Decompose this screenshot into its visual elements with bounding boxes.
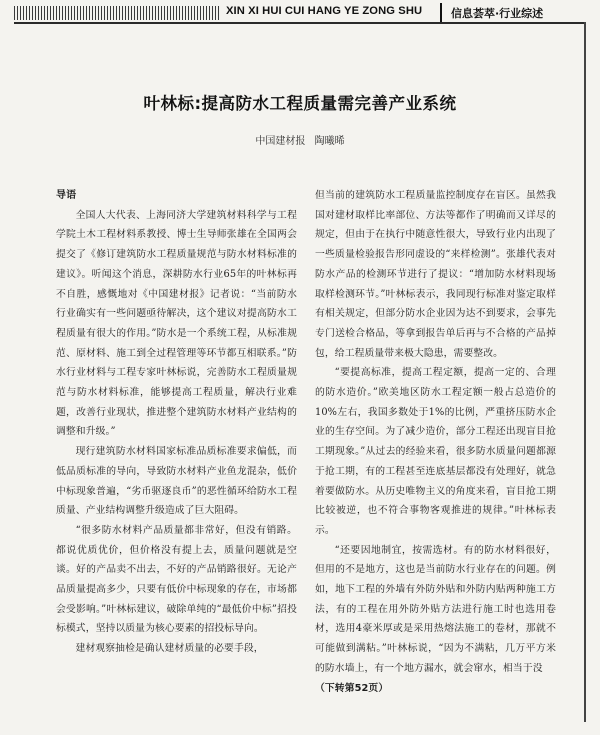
paragraph: 建材观察抽检是确认建材质量的必要手段， — [75, 643, 264, 655]
left-column — [56, 186, 297, 659]
right-column — [315, 186, 556, 698]
header-stripe-decoration — [14, 6, 220, 20]
section-label: 信息荟萃·行业综述 — [451, 7, 544, 20]
intro-heading: 导语 — [56, 190, 77, 201]
paragraph: “要提高标准，提高工程定额，提高一定的、合理的防水造价。”欧美地区防水工程定额一般占总造价的10%左右，我国多数处于1%的比例，严重挤压防水企业的生存空间。为了减少造价，部分工程还出现盲目抢工期现象。”从过去的经验来看，很多防水质量问题都源于抢工期，有的工程甚至连底基层都没有处理好，就急着要做防水。从历史唯物主义的角度来看，盲目抢工期比较被逆，也不符合事物客观推进的规律。”叶林标表示。 — [315, 367, 556, 536]
journal-name-header: XIN XI HUI CUI HANG YE ZONG SHU — [226, 5, 423, 17]
right-margin-rule — [584, 22, 586, 722]
continuation-note: （下转第52页） — [315, 682, 389, 694]
paragraph: 现行建筑防水材料国家标准品质标准要求偏低，而低品质标准的导向，导致防水材料产业鱼龙混杂，低价中标现象普遍，“劣币驱逐良币”的恶性循环给防水工程质量、产业结构调整升级造成了巨大阻碍。 — [56, 446, 297, 517]
paragraph: 但当前的建筑防水工程质量监控制度存在盲区。虽然我国对建材取样比率部位、方法等都作了明确而又详尽的规定，但由于在执行中随意性很大，导致行业内出现了一些质量检验报告形同虚设的“来样检测”。张雄代表对防水产品的检测环节进行了提议：“增加防水材料现场取样检测环节。”叶林标表示，我同现行标准对鉴定取样有相关规定，但部分防水企业因为达不到要求，会事先专门送检合格品，等拿到报告单后再与不合格的产品掉包，给工程质量带来极大隐患，需要整改。 — [315, 190, 556, 359]
article-title: 叶林标:提高防水工程质量需完善产业系统 — [143, 94, 457, 113]
article-byline: 中国建材报 陶曦晞 — [255, 136, 345, 147]
paragraph: “还要因地制宜，按需选材。有的防水材料很好，但用的不是地方，这也是当前防水行业存在的问题。例如，地下工程的外墙有外防外贴和外防内贴两种施工方法，有的工程在用外防外贴方法进行施工时也选用卷材，选用4豪米厚或是采用热熔法施工的卷材，那就不可能做到满粘。”叶林标说，“因为不满粘，几万平方米的防水墙上，有一个地方漏水，就会窜水，相当于没 — [315, 544, 556, 674]
paragraph: “很多防水材料产品质量都非常好，但没有销路。都说优质优价，但价格没有提上去，质量问题就是空谈。好的产品卖不出去，不好的产品销路很好。无论产品质量提高多少，只要有低价中标现象的存在，市场都会受影响。”叶林标建议，破除单纯的“最低价中标”招投标模式，坚持以质量为核心要素的招投标导向。 — [56, 524, 297, 635]
paragraph: 全国人大代表、上海同济大学建筑材料科学与工程学院土木工程材料系教授、博士生导师张雄在全国两会提交了《修订建筑防水工程质量规范与防水材料标准的建议》。听闻这个消息，深耕防水行业65年的叶林标再不自胜，感慨地对《中国建材报》记者说：“当前防水行业确实有一些问题亟待解决，这个建议对提高防水工程质量有很大的作用。”防水是一个系统工程，从标准规范、原材料、施工到全过程管理等环节都互相联系。”防水行业材料与工程专家叶林标说，完善防水工程质量规范与防水材料标准，能够提高工程质量，解决行业难题，改善行业现状，推进整个建筑防水材料产业结构的调整和升级。” — [56, 209, 297, 438]
header-separator — [440, 3, 442, 22]
header-rule — [14, 22, 585, 24]
